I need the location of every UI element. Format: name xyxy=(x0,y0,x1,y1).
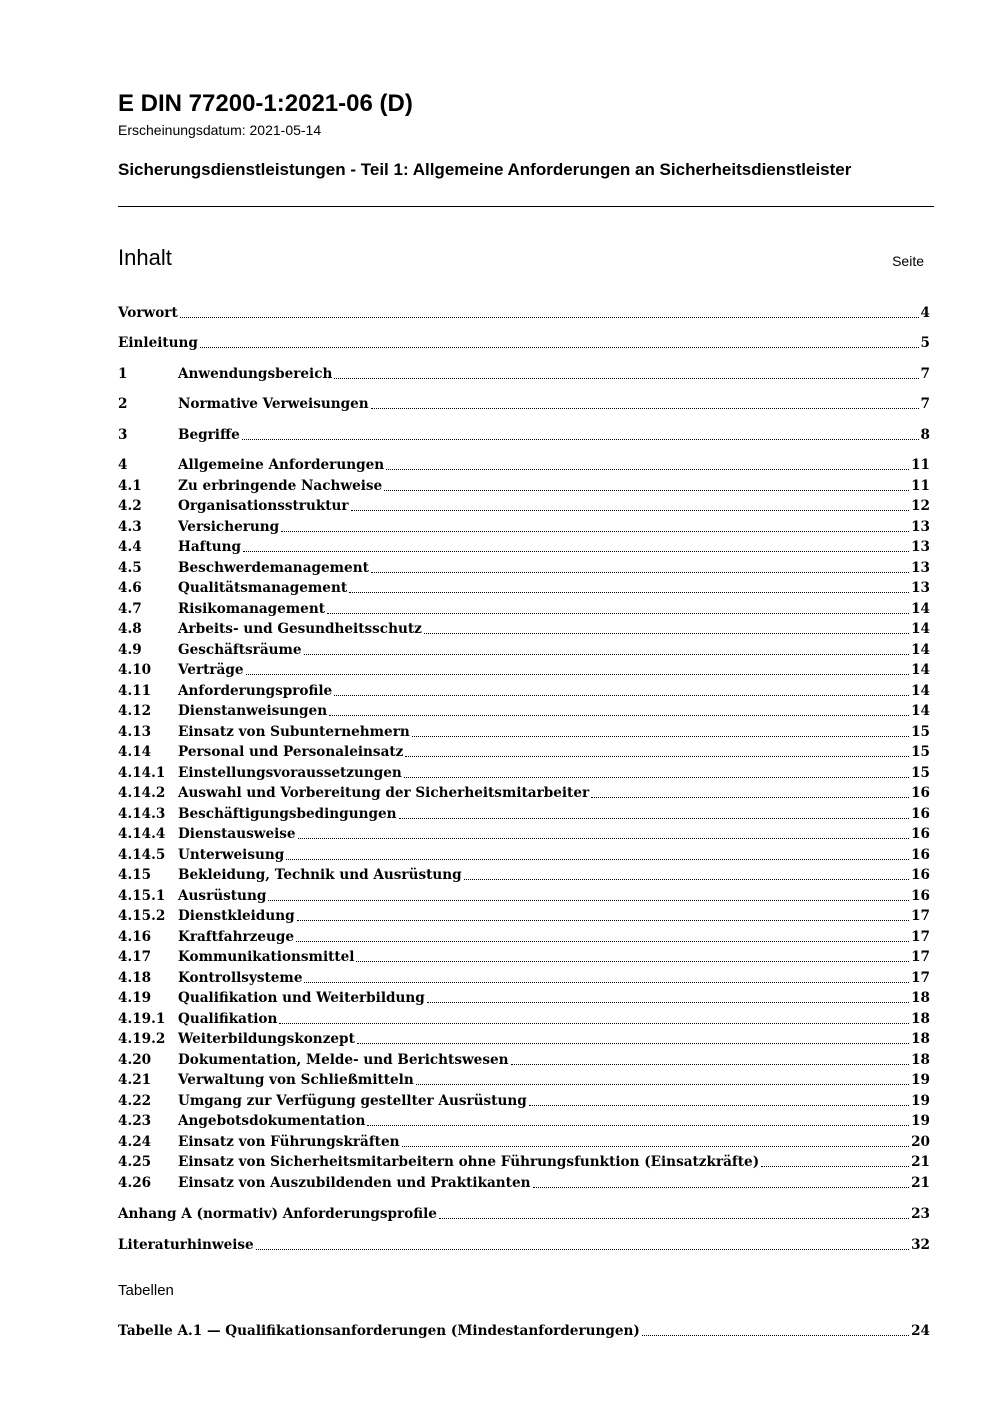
dot-leader xyxy=(180,317,919,318)
toc-entry-page: 16 xyxy=(911,867,930,883)
dot-leader xyxy=(424,633,909,634)
toc-entry[interactable] xyxy=(118,700,930,720)
toc-entry-number: 4.22 xyxy=(118,1093,152,1109)
toc-entry[interactable] xyxy=(118,577,930,597)
toc-entry[interactable] xyxy=(118,1110,930,1130)
toc-entry-page: 16 xyxy=(911,826,930,842)
toc-entry[interactable] xyxy=(118,424,930,444)
dot-leader xyxy=(268,900,909,901)
toc-entry-title: Organisationsstruktur xyxy=(178,498,349,514)
toc-entry-title: Verträge xyxy=(178,662,244,678)
toc-entry[interactable] xyxy=(118,1090,930,1110)
toc-entry-number: 4.11 xyxy=(118,683,152,699)
toc-entry-title: Verwaltung von Schließmitteln xyxy=(178,1072,414,1088)
dot-leader xyxy=(412,736,909,737)
toc-entry-title: Zu erbringende Nachweise xyxy=(178,478,383,494)
toc-entry[interactable] xyxy=(118,1203,930,1223)
toc-entry-title: Kraftfahrzeuge xyxy=(178,929,295,945)
toc-entry-number: 4.15.1 xyxy=(118,888,166,904)
toc-entry-title: Einleitung xyxy=(118,335,198,351)
toc-entry[interactable] xyxy=(118,332,930,352)
toc-entry-page: 8 xyxy=(920,427,930,443)
dot-leader xyxy=(405,756,909,757)
dot-leader xyxy=(371,572,909,573)
toc-entry-page: 13 xyxy=(911,539,930,555)
toc-entry-number: 4.14.1 xyxy=(118,765,166,781)
toc-entry-page: 16 xyxy=(911,888,930,904)
toc-entry[interactable] xyxy=(118,844,930,864)
toc-entry-title: Umgang zur Verfügung gestellter Ausrüstung xyxy=(178,1093,527,1109)
toc-entry-number: 4.4 xyxy=(118,539,142,555)
toc-entry-title: Anforderungsprofile xyxy=(178,683,333,699)
dot-leader xyxy=(200,347,919,348)
toc-entry-number: 4.14.3 xyxy=(118,806,166,822)
dot-leader xyxy=(591,797,909,798)
dot-leader xyxy=(399,818,910,819)
toc-entry-number: 3 xyxy=(118,427,128,443)
dot-leader xyxy=(298,838,910,839)
toc-entry-title: Allgemeine Anforderungen xyxy=(178,457,385,473)
toc-entry-page: 17 xyxy=(911,929,930,945)
dot-leader xyxy=(351,510,909,511)
toc-entry-number: 4.16 xyxy=(118,929,152,945)
toc-entry[interactable] xyxy=(118,762,930,782)
toc-entry-page: 5 xyxy=(920,335,930,351)
toc-entry-page: 7 xyxy=(920,396,930,412)
toc-entry-page: 21 xyxy=(911,1175,930,1191)
toc-entry-page: 24 xyxy=(911,1323,930,1339)
toc-entry-page: 18 xyxy=(911,1031,930,1047)
toc-entry[interactable] xyxy=(118,1320,930,1340)
toc-entry-page: 7 xyxy=(920,366,930,382)
toc-entry-page: 16 xyxy=(911,785,930,801)
toc-entry-page: 18 xyxy=(911,1011,930,1027)
toc-entry[interactable] xyxy=(118,1172,930,1192)
toc-entry-title: Kontrollsysteme xyxy=(178,970,303,986)
toc-entry-page: 15 xyxy=(911,765,930,781)
toc-entry-page: 19 xyxy=(911,1113,930,1129)
dot-leader xyxy=(761,1166,909,1167)
toc-entry-number: 4.13 xyxy=(118,724,152,740)
toc-entry-title: Auswahl und Vorbereitung der Sicherheitsmitarbeiter xyxy=(178,785,590,801)
toc-entry-number: 4.2 xyxy=(118,498,142,514)
toc-entry-title: Vorwort xyxy=(118,305,178,321)
toc-entry-page: 20 xyxy=(911,1134,930,1150)
toc-entry-number: 4.10 xyxy=(118,662,152,678)
dot-leader xyxy=(329,715,909,716)
toc-entry-number: 4.8 xyxy=(118,621,142,637)
dot-leader xyxy=(367,1125,909,1126)
toc-entry-page: 17 xyxy=(911,908,930,924)
publication-date: Erscheinungsdatum: 2021-05-14 xyxy=(118,122,322,138)
dot-leader xyxy=(464,879,909,880)
toc-entry-number: 1 xyxy=(118,366,128,382)
toc-entry-title: Geschäftsräume xyxy=(178,642,302,658)
dot-leader xyxy=(297,920,909,921)
toc-entry[interactable] xyxy=(118,598,930,618)
toc-entry-title: Beschwerdemanagement xyxy=(178,560,369,576)
toc-entry-title: Tabelle A.1 — Qualifikationsanforderungen (Mindestanforderungen) xyxy=(118,1323,640,1339)
dot-leader xyxy=(334,695,909,696)
toc-entry-title: Ausrüstung xyxy=(178,888,267,904)
dot-leader xyxy=(402,1146,910,1147)
toc-entry-number: 4.24 xyxy=(118,1134,152,1150)
toc-entry-title: Einstellungsvoraussetzungen xyxy=(178,765,402,781)
toc-entry-page: 13 xyxy=(911,519,930,535)
toc-entry-title: Bekleidung, Technik und Ausrüstung xyxy=(178,867,462,883)
toc-entry-title: Angebotsdokumentation xyxy=(178,1113,366,1129)
dot-leader xyxy=(242,439,919,440)
toc-entry-page: 15 xyxy=(911,744,930,760)
toc-entry-number: 4.15 xyxy=(118,867,152,883)
toc-entry-number: 4.25 xyxy=(118,1154,152,1170)
toc-entry[interactable] xyxy=(118,1049,930,1069)
dot-leader xyxy=(304,654,910,655)
toc-entry[interactable] xyxy=(118,987,930,1007)
toc-entry-number: 4.9 xyxy=(118,642,142,658)
dot-leader xyxy=(296,941,909,942)
toc-entry-page: 14 xyxy=(911,683,930,699)
toc-entry-number: 4.20 xyxy=(118,1052,152,1068)
title-divider xyxy=(118,206,934,207)
dot-leader xyxy=(246,674,910,675)
toc-entry[interactable] xyxy=(118,946,930,966)
toc-entry-number: 4.1 xyxy=(118,478,142,494)
toc-entry[interactable] xyxy=(118,659,930,679)
toc-entry[interactable] xyxy=(118,967,930,987)
toc-entry-page: 14 xyxy=(911,601,930,617)
toc-entry-page: 17 xyxy=(911,970,930,986)
toc-entry[interactable] xyxy=(118,454,930,474)
toc-entry-page: 14 xyxy=(911,662,930,678)
dot-leader xyxy=(404,777,909,778)
toc-entry[interactable] xyxy=(118,823,930,843)
dot-leader xyxy=(427,1002,909,1003)
toc-entry-page: 19 xyxy=(911,1072,930,1088)
dot-leader xyxy=(642,1335,909,1336)
toc-entry[interactable] xyxy=(118,495,930,515)
toc-entry-number: 4.6 xyxy=(118,580,142,596)
toc-entry[interactable] xyxy=(118,1151,930,1171)
toc-entry-title: Einsatz von Subunternehmern xyxy=(178,724,410,740)
dot-leader xyxy=(529,1105,909,1106)
document-title: Sicherungsdienstleistungen - Teil 1: Allgemeine Anforderungen an Sicherheitsdienstleister xyxy=(118,160,852,179)
toc-entry[interactable] xyxy=(118,393,930,413)
toc-entry-page: 11 xyxy=(911,478,930,494)
toc-entry-title: Einsatz von Sicherheitsmitarbeitern ohne Führungsfunktion (Einsatzkräfte) xyxy=(178,1154,760,1170)
toc-entry-page: 21 xyxy=(911,1154,930,1170)
dot-leader xyxy=(334,378,918,379)
toc-entry-title: Dienstkleidung xyxy=(178,908,295,924)
toc-entry-number: 4.5 xyxy=(118,560,142,576)
toc-entry-number: 4.14.4 xyxy=(118,826,166,842)
toc-entry-page: 23 xyxy=(911,1206,930,1222)
dot-leader xyxy=(256,1249,909,1250)
toc-entry-number: 4.7 xyxy=(118,601,142,617)
toc-entry[interactable] xyxy=(118,1028,930,1048)
toc-entry[interactable] xyxy=(118,536,930,556)
dot-leader xyxy=(511,1064,910,1065)
toc-entry-page: 16 xyxy=(911,806,930,822)
toc-entry-number: 4.19.1 xyxy=(118,1011,166,1027)
toc-entry-page: 14 xyxy=(911,642,930,658)
toc-entry[interactable] xyxy=(118,1008,930,1028)
toc-entry-page: 15 xyxy=(911,724,930,740)
toc-heading: Inhalt xyxy=(118,245,172,270)
toc-entry[interactable] xyxy=(118,864,930,884)
toc-entry-title: Einsatz von Führungskräften xyxy=(178,1134,400,1150)
toc-entry-title: Dienstanweisungen xyxy=(178,703,328,719)
toc-entry-title: Anwendungsbereich xyxy=(178,366,333,382)
toc-entry-number: 4.23 xyxy=(118,1113,152,1129)
toc-entry[interactable] xyxy=(118,639,930,659)
toc-entry-title: Versicherung xyxy=(178,519,280,535)
toc-entry[interactable] xyxy=(118,557,930,577)
dot-leader xyxy=(286,859,909,860)
toc-entry-page: 14 xyxy=(911,703,930,719)
toc-entry-page: 17 xyxy=(911,949,930,965)
toc-entry-page: 32 xyxy=(911,1237,930,1253)
toc-entry[interactable] xyxy=(118,680,930,700)
toc-entry[interactable] xyxy=(118,1069,930,1089)
toc-entry-page: 13 xyxy=(911,560,930,576)
toc-entry-title: Qualifikation und Weiterbildung xyxy=(178,990,425,1006)
toc-entry-title: Dokumentation, Melde- und Berichtswesen xyxy=(178,1052,509,1068)
toc-entry-number: 4.26 xyxy=(118,1175,152,1191)
toc-entry-number: 4.14.5 xyxy=(118,847,166,863)
toc-entry[interactable] xyxy=(118,926,930,946)
toc-entry-title: Anhang A (normativ) Anforderungsprofile xyxy=(118,1206,437,1222)
toc-entry-number: 4.12 xyxy=(118,703,152,719)
toc-entry-number: 4.19 xyxy=(118,990,152,1006)
dot-leader xyxy=(243,551,909,552)
toc-entry-number: 4.21 xyxy=(118,1072,152,1088)
dot-leader xyxy=(371,408,919,409)
toc-entry[interactable] xyxy=(118,782,930,802)
toc-entry-page: 18 xyxy=(911,990,930,1006)
toc-entry-number: 4 xyxy=(118,457,128,473)
toc-entry-page: 13 xyxy=(911,580,930,596)
dot-leader xyxy=(357,1043,909,1044)
toc-entry-page: 19 xyxy=(911,1093,930,1109)
toc-entry-number: 4.19.2 xyxy=(118,1031,166,1047)
toc-entry-title: Unterweisung xyxy=(178,847,285,863)
toc-entry-number: 2 xyxy=(118,396,128,412)
toc-entry-page: 4 xyxy=(920,305,930,321)
page-column-label: Seite xyxy=(892,253,924,269)
toc-entry-number: 4.17 xyxy=(118,949,152,965)
dot-leader xyxy=(384,490,909,491)
toc-entry-page: 12 xyxy=(911,498,930,514)
dot-leader xyxy=(349,592,909,593)
toc-entry[interactable] xyxy=(118,803,930,823)
toc-entry-number: 4.14 xyxy=(118,744,152,760)
toc-entry[interactable] xyxy=(118,516,930,536)
dot-leader xyxy=(416,1084,909,1085)
toc-entry-page: 16 xyxy=(911,847,930,863)
toc-entry[interactable] xyxy=(118,885,930,905)
toc-entry-title: Weiterbildungskonzept xyxy=(178,1031,355,1047)
toc-entry[interactable] xyxy=(118,1234,930,1254)
toc-entry-title: Beschäftigungsbedingungen xyxy=(178,806,397,822)
toc-entry-number: 4.15.2 xyxy=(118,908,166,924)
toc-entry[interactable] xyxy=(118,741,930,761)
dot-leader xyxy=(386,469,909,470)
toc-entry-title: Literaturhinweise xyxy=(118,1237,254,1253)
toc-entry-number: 4.3 xyxy=(118,519,142,535)
toc-entry[interactable] xyxy=(118,721,930,741)
toc-entry-title: Haftung xyxy=(178,539,242,555)
toc-entry-title: Arbeits- und Gesundheitsschutz xyxy=(178,621,422,637)
dot-leader xyxy=(327,613,909,614)
toc-entry-number: 4.14.2 xyxy=(118,785,166,801)
dot-leader xyxy=(533,1187,910,1188)
toc-entry[interactable] xyxy=(118,302,930,322)
dot-leader xyxy=(279,1023,909,1024)
toc-entry-page: 18 xyxy=(911,1052,930,1068)
toc-entry[interactable] xyxy=(118,475,930,495)
tables-heading: Tabellen xyxy=(118,1282,174,1299)
toc-entry-page: 14 xyxy=(911,621,930,637)
toc-entry-title: Risikomanagement xyxy=(178,601,325,617)
dot-leader xyxy=(356,961,909,962)
toc-entry-title: Qualitätsmanagement xyxy=(178,580,348,596)
toc-entry-title: Begriffe xyxy=(178,427,240,443)
toc-entry-title: Einsatz von Auszubildenden und Praktikanten xyxy=(178,1175,531,1191)
toc-entry-title: Qualifikation xyxy=(178,1011,278,1027)
toc-entry-title: Normative Verweisungen xyxy=(178,396,369,412)
toc-entry[interactable] xyxy=(118,905,930,925)
toc-entry[interactable] xyxy=(118,363,930,383)
dot-leader xyxy=(304,982,909,983)
toc-entry-number: 4.18 xyxy=(118,970,152,986)
document-id: E DIN 77200-1:2021-06 (D) xyxy=(118,90,413,117)
toc-entry-page: 11 xyxy=(911,457,930,473)
dot-leader xyxy=(281,531,909,532)
dot-leader xyxy=(439,1218,909,1219)
toc-entry[interactable] xyxy=(118,1131,930,1151)
toc-entry[interactable] xyxy=(118,618,930,638)
toc-entry-title: Personal und Personaleinsatz xyxy=(178,744,404,760)
toc-entry-title: Kommunikationsmittel xyxy=(178,949,355,965)
toc-entry-title: Dienstausweise xyxy=(178,826,296,842)
